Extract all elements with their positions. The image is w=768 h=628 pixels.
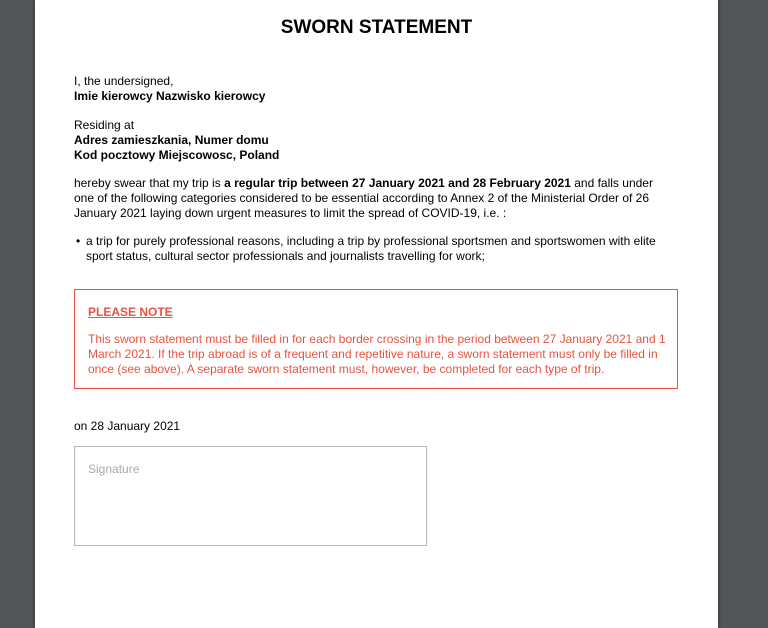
undersigned-label: I, the undersigned, xyxy=(74,74,174,88)
trip-description: a regular trip between 27 January 2021 and 28 February 2021 xyxy=(224,176,571,190)
address-line-1: Adres zamieszkania, Numer domu xyxy=(74,133,269,147)
note-text: This sworn statement must be filled in for each border crossing in the period between 27 January 2021 and 1 March 2021. If the trip abroad is of a frequent and repetitive nature, a sworn statement must only be filled in once (see above). A separate sworn statement must, however, be completed for each type of trip. xyxy=(88,332,666,376)
date-line: on 28 January 2021 xyxy=(74,419,181,433)
category-text: a trip for purely professional reasons, including a trip by professional sportsmen and sportswomen with elite sport status, cultural sector professionals and journalists travelling for work; xyxy=(86,234,656,263)
signature-field[interactable] xyxy=(74,446,427,546)
list-item xyxy=(74,234,674,264)
please-note-box xyxy=(74,289,678,389)
document-page xyxy=(35,0,718,628)
category-list xyxy=(74,234,674,264)
driver-name: Imie kierowcy Nazwisko kierowcy xyxy=(74,89,266,103)
note-title: PLEASE NOTE xyxy=(88,305,173,319)
signature-placeholder: Signature xyxy=(88,462,140,476)
bullet-icon: • xyxy=(76,234,81,248)
address-line-2: Kod pocztowy Miejscowosc, Poland xyxy=(74,148,280,162)
document-title: SWORN STATEMENT xyxy=(280,17,473,38)
swear-prefix: hereby swear that my trip is xyxy=(74,176,225,190)
swear-suffix: and falls under one of the following categories considered to be essential according to Annex 2 of the Ministerial Order of 26 January 2021 laying down urgent measures to limit the spread of COVID-19, i.e. : xyxy=(74,176,653,220)
residing-label: Residing at xyxy=(74,118,135,132)
sworn-declaration-paragraph xyxy=(74,176,674,221)
